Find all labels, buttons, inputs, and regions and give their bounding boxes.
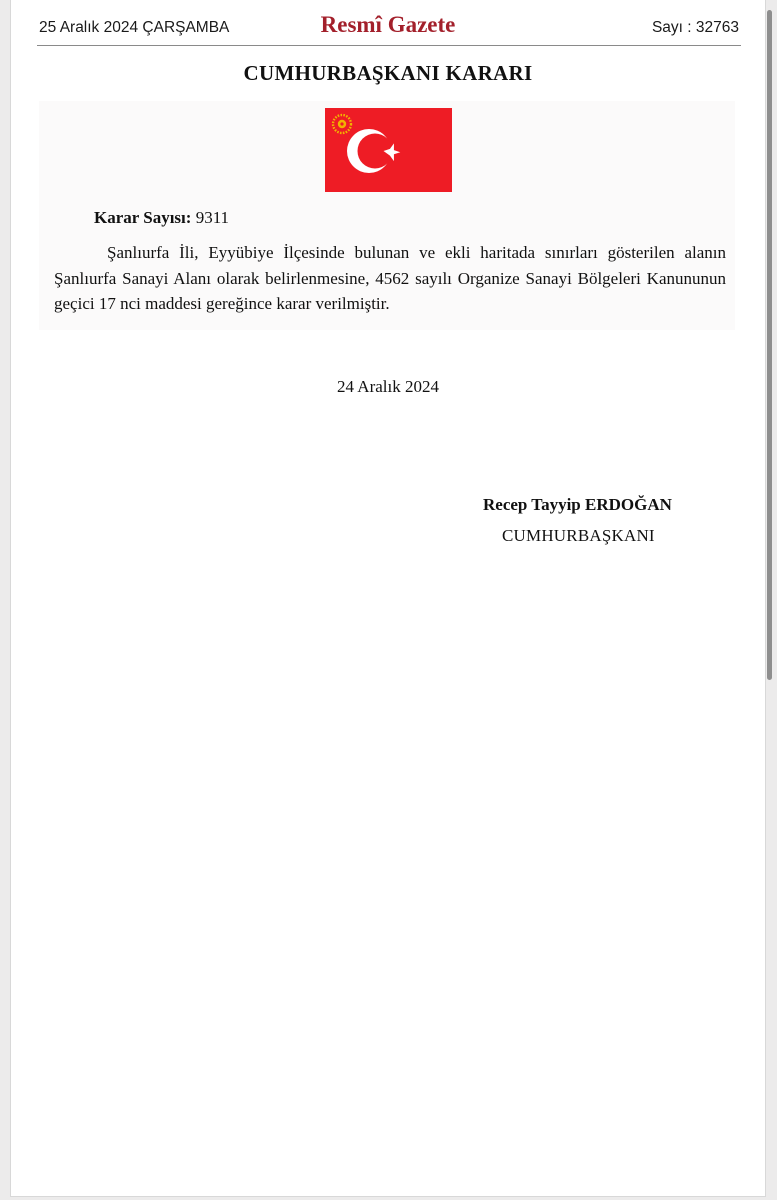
turkish-flag-icon <box>325 108 452 192</box>
header-divider <box>37 45 741 46</box>
decision-body: Şanlıurfa İli, Eyyübiye İlçesinde bulunan ve ekli haritada sınırları gösterilen alanın Şanlıurfa Sanayi Alanı olarak belirlenmesine, 4562 sayılı Organize Sanayi Bölgeleri Kanununun geçici 17 nci maddesi gereğince karar verilmiştir. <box>54 243 726 313</box>
document-title: CUMHURBAŞKANI KARARI <box>243 61 533 85</box>
vertical-scrollbar[interactable] <box>767 10 772 680</box>
header-date: 25 Aralık 2024 ÇARŞAMBA <box>39 19 230 36</box>
decision-number: 9311 <box>195 208 230 227</box>
decision-number-line <box>94 208 229 228</box>
signatory-title: CUMHURBAŞKANI <box>502 526 655 545</box>
issue-number: Sayı : 32763 <box>651 19 739 36</box>
decision-number-label: Karar Sayısı: <box>94 208 192 227</box>
gazette-page <box>10 0 766 1197</box>
signatory-name: Recep Tayyip ERDOĞAN <box>483 495 672 514</box>
publication-title: Resmî Gazete <box>320 12 456 37</box>
decision-date: 24 Aralık 2024 <box>337 377 439 396</box>
